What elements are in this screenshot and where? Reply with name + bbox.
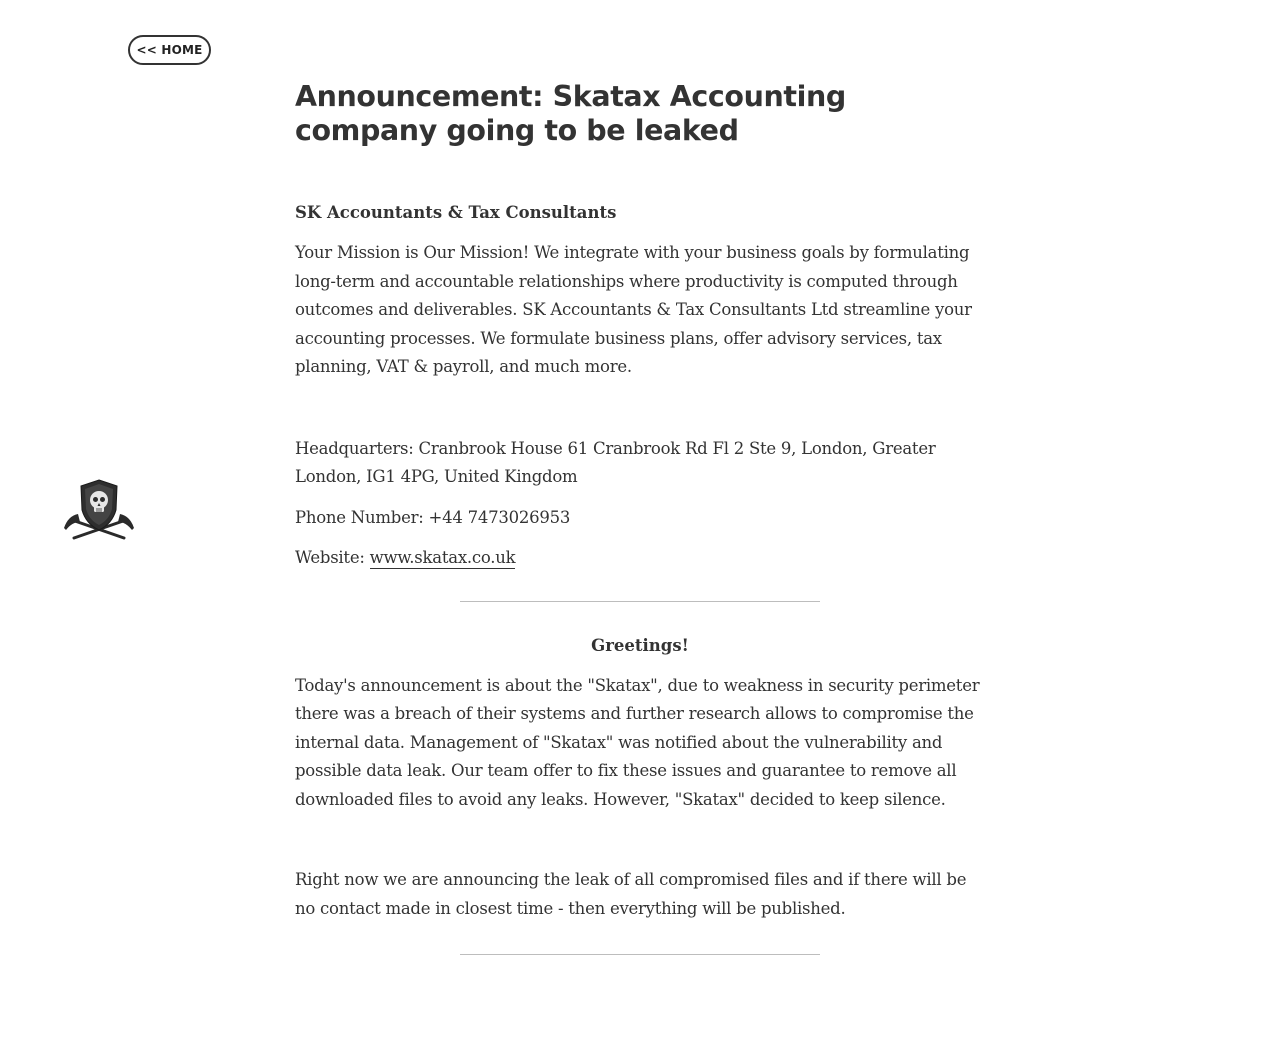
greetings-heading: Greetings! (591, 635, 689, 655)
mission-paragraph: Your Mission is Our Mission! We integrate with your business goals by formulating long-term and accountable relationships where productivity is computed through outcomes and deliverables. SK Accountants & Tax Consultants Ltd streamline your accounting processes. We formulate business plans, offer advisory services, tax planning, VAT & payroll, and much more. (295, 243, 972, 376)
article (295, 80, 985, 955)
home-button[interactable]: << HOME (128, 35, 211, 65)
announcement-paragraph: Today's announcement is about the "Skatax", due to weakness in security perimeter there was a breach of their systems and further research allows to compromise the internal data. Management of "Skatax" was notified about the vulnerability and possible data leak. Our team offer to fix these issues and guarantee to remove all downloaded files to avoid any leaks. However, "Skatax" decided to keep silence. (295, 675, 980, 809)
divider (460, 601, 820, 602)
website-link[interactable]: www.skatax.co.uk (369, 548, 516, 567)
website-label: Website: (295, 548, 370, 567)
website-line (295, 544, 985, 573)
headquarters-text: Headquarters: Cranbrook House 61 Cranbrook Rd Fl 2 Ste 9, London, Greater London, IG1 4PG, United Kingdom (295, 438, 936, 486)
page-title: Announcement: Skatax Accounting company going to be leaked (295, 80, 846, 147)
final-note-paragraph: Right now we are announcing the leak of all compromised files and if there will be no contact made in closest time - then everything will be published. (295, 870, 967, 918)
phone-text: Phone Number: +44 7473026953 (295, 507, 571, 527)
company-name: SK Accountants & Tax Consultants (295, 203, 617, 222)
skull-crossed-axes-icon (62, 476, 136, 542)
divider (460, 954, 820, 955)
